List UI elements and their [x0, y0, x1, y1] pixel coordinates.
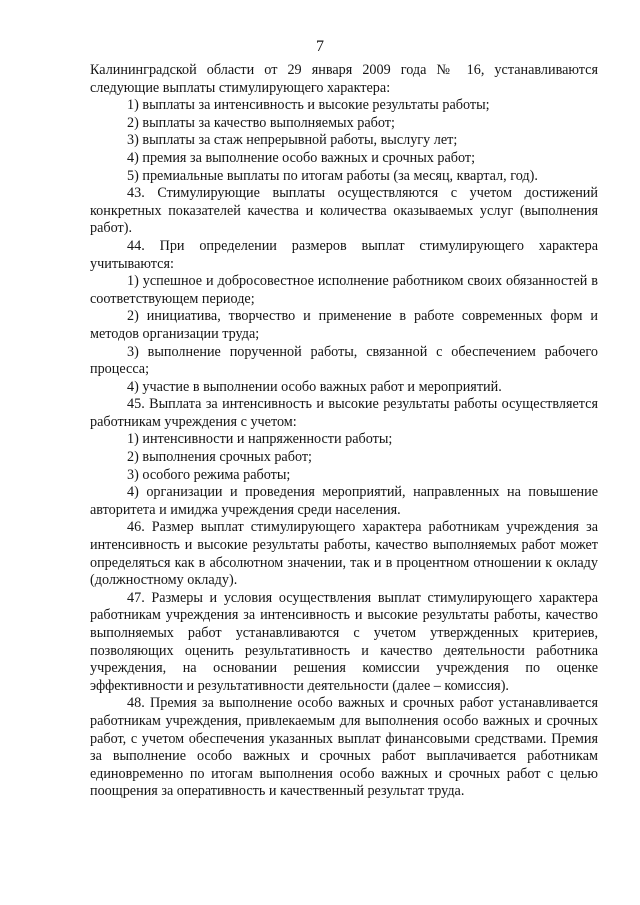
list-item: 1) успешное и добросовестное исполнение работником своих обязанностей в соответствующем периоде;	[90, 273, 598, 307]
page-number: 7	[316, 38, 324, 55]
list-item: 4) участие в выполнении особо важных работ и мероприятий.	[127, 378, 502, 395]
list-item: 1) выплаты за интенсивность и высокие результаты работы;	[127, 97, 490, 114]
list-item: 4) организации и проведения мероприятий, направленных на повышение авторитета и имиджа учреждения среди населения.	[90, 484, 598, 518]
list-item: 3) выплаты за стаж непрерывной работы, выслугу лет;	[127, 132, 458, 149]
paragraph-continuation: Калининградской области от 29 января 2009 года № 16, устанавливаются следующие выплаты стимулирующего характера:	[90, 62, 598, 96]
list-item: 2) выполнения срочных работ;	[127, 449, 312, 466]
list-item: 1) интенсивности и напряженности работы;	[127, 431, 393, 448]
list-item: 3) выполнение порученной работы, связанной с обеспечением рабочего процесса;	[90, 343, 598, 378]
list-item: 3) особого режима работы;	[127, 466, 291, 483]
list-item: 2) выплаты за качество выполняемых работ;	[127, 114, 395, 131]
document-body	[90, 62, 598, 801]
paragraph-45: 45. Выплата за интенсивность и высокие результаты работы осуществляется работникам учреждения с учетом:	[90, 396, 598, 430]
paragraph-44: 44. При определении размеров выплат стимулирующего характера учитываются:	[90, 237, 598, 272]
paragraph-48: 48. Премия за выполнение особо важных и срочных работ устанавливается работникам учреждения, привлекаемым для выполнения особо важных и срочных работ, с учетом обеспечения указанных выплат финансовыми средствами. Премия за выполнение особо важных и срочных работ выплачивается работникам единовременно по итогам выполнения особо важных и срочных работ с целью поощрения за оперативность и качественный результат труда.	[90, 695, 598, 800]
list-item: 5) премиальные выплаты по итогам работы (за месяц, квартал, год).	[127, 167, 538, 184]
paragraph-47: 47. Размеры и условия осуществления выплат стимулирующего характера работникам учреждения за интенсивность и высокие результаты работы, качество выполняемых работ устанавливаются с учетом утвержденных критериев, позволяющих оценить результативность и качество деятельности работника учреждения, на основании решения комиссии учреждения по оценке эффективности и результативности деятельности (далее – комиссия).	[90, 589, 598, 694]
paragraph-43: 43. Стимулирующие выплаты осуществляются с учетом достижений конкретных показателей качества и количества оказываемых услуг (выполнения работ).	[90, 185, 598, 237]
list-item: 4) премия за выполнение особо важных и срочных работ;	[127, 149, 476, 166]
paragraph-46: 46. Размер выплат стимулирующего характера работникам учреждения за интенсивность и высокие результаты работы, качество выполняемых работ может определяться как в абсолютном значении, так и в процентном отношении к окладу (должностному окладу).	[90, 519, 598, 589]
list-item: 2) инициатива, творчество и применение в работе современных форм и методов организации труда;	[90, 308, 598, 342]
